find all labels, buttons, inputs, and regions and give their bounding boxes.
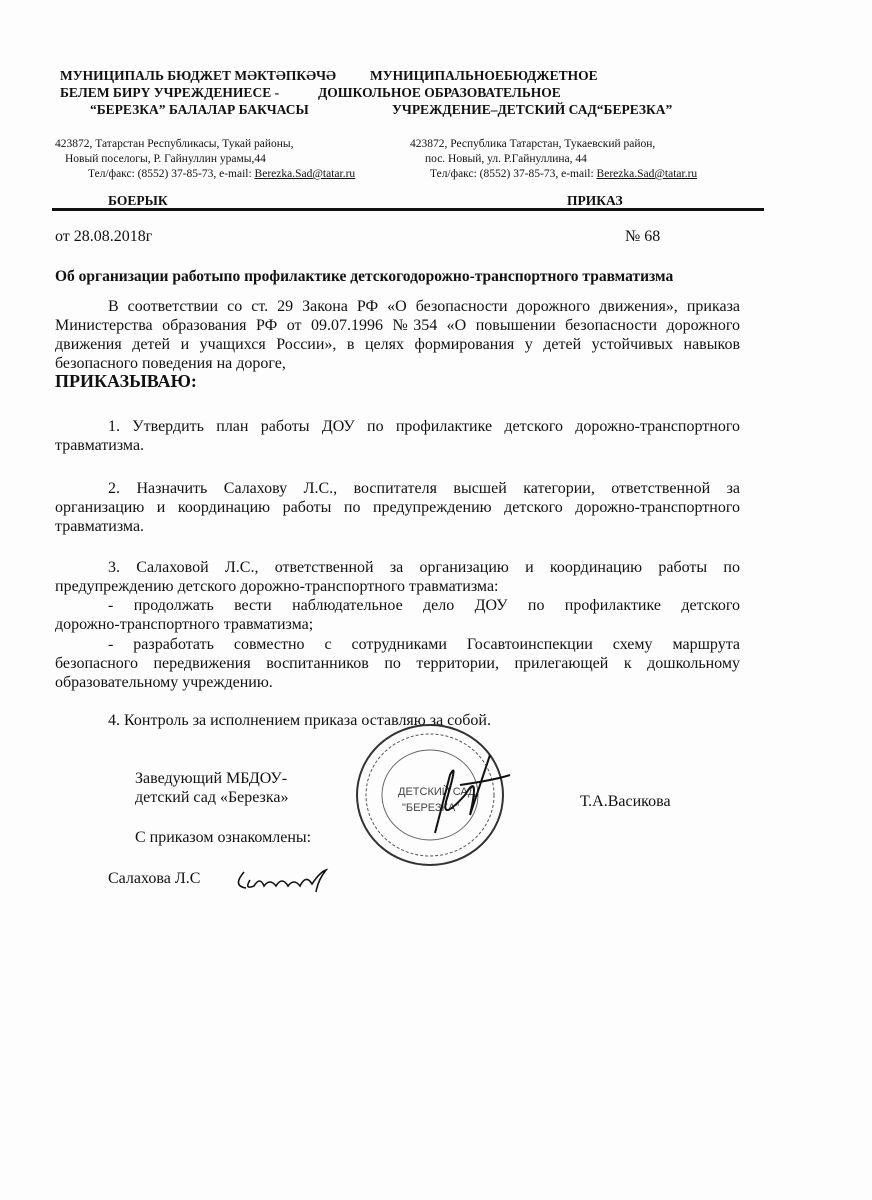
item-3-line: образовательному учреждению.	[55, 674, 273, 691]
address-right-3	[430, 167, 697, 182]
address-left-1: 423872, Татарстан Республикасы, Тукай районы,	[55, 138, 294, 150]
item-3-line: дорожно-транспортного травматизма;	[55, 616, 314, 633]
header-left-line3: “БЕРЕЗКА” БАЛАЛАР БАКЧАСЫ	[90, 102, 309, 117]
item-2-line: организацию и координацию работы по предупреждению детского дорожно-транспортного	[55, 499, 740, 516]
item-4-line: 4. Контроль за исполнением приказа оставляю за собой.	[108, 712, 491, 729]
phone-right: Тел/факс: (8552) 37-85-73, e-mail:	[430, 168, 597, 180]
doc-type-tatar: БОЕРЫК	[108, 193, 168, 208]
preamble-line: безопасного поведения на дороге,	[55, 355, 286, 372]
item-3-line: - продолжать вести наблюдательное дело ДОУ по профилактике детского	[108, 597, 740, 614]
order-word: ПРИКАЗЫВАЮ:	[55, 371, 197, 391]
address-right-2: пос. Новый, ул. Р.Гайнуллина, 44	[425, 153, 587, 165]
item-3-line: - разработать совместно с сотрудниками Госавтоинспекции схему маршрута	[108, 636, 740, 653]
acknowledged-name: Салахова Л.С	[108, 870, 201, 887]
header-divider	[52, 208, 764, 211]
header-right-line1: МУНИЦИПАЛЬНОЕБЮДЖЕТНОЕ	[370, 68, 598, 83]
address-right-1: 423872, Республика Татарстан, Тукаевский район,	[410, 138, 656, 150]
order-date: от 28.08.2018г	[55, 228, 153, 245]
employee-signature	[232, 866, 332, 896]
preamble-line: Министерства образования РФ от 09.07.1996 №354 «О повышении безопасности дорожного	[55, 317, 740, 334]
address-left-3	[88, 167, 355, 182]
item-3-line: предупреждению детского дорожно-транспортного травматизма:	[55, 578, 499, 595]
phone-left: Тел/факс: (8552) 37-85-73, e-mail:	[88, 168, 255, 180]
signatory-position: детский сад «Березка»	[135, 789, 289, 806]
item-1-line: 1. Утвердить план работы ДОУ по профилактике детского дорожно-транспортного	[108, 418, 740, 435]
svg-text:ДЕТСКИЙ САД: ДЕТСКИЙ САД	[398, 786, 476, 798]
signatory-name: Т.А.Васикова	[580, 793, 671, 810]
item-1-line: травматизма.	[55, 437, 145, 454]
item-3-line: 3. Салаховой Л.С., ответственной за организацию и координацию работы по	[108, 559, 740, 576]
header-right-line2: ДОШКОЛЬНОЕ ОБРАЗОВАТЕЛЬНОЕ	[318, 85, 561, 100]
svg-text:"БЕРЕЗКА": "БЕРЕЗКА"	[402, 802, 460, 814]
doc-type-russian: ПРИКАЗ	[567, 193, 623, 208]
signatory-position: Заведующий МБДОУ-	[135, 770, 288, 787]
official-stamp	[340, 715, 540, 875]
item-3-line: безопасного передвижения воспитанников по территории, прилегающей к дошкольному	[55, 655, 740, 672]
header-left-line1: МУНИЦИПАЛЬ БЮДЖЕТ МӘКТӘПКӘЧӘ	[60, 68, 337, 83]
item-2-line: травматизма.	[55, 518, 145, 535]
preamble-line: В соответствии со ст. 29 Закона РФ «О безопасности дорожного движения», приказа	[108, 298, 740, 315]
header-left-line2: БЕЛЕМ БИРҮ УЧРЕЖДЕНИЕСЕ -	[60, 85, 280, 100]
email-link-left[interactable]: Berezka.Sad@tatar.ru	[254, 168, 356, 180]
item-2-line: 2. Назначить Салахову Л.С., воспитателя высшей категории, ответственной за	[108, 480, 740, 497]
header-right-line3: УЧРЕЖДЕНИЕ–ДЕТСКИЙ САД“БЕРЕЗКА”	[392, 102, 673, 117]
address-left-2: Новый поселогы, Р. Гайнуллин урамы,44	[65, 153, 266, 165]
order-number: № 68	[625, 228, 661, 245]
acknowledged-label: С приказом ознакомлены:	[135, 829, 312, 846]
email-link-right[interactable]: Berezka.Sad@tatar.ru	[596, 168, 698, 180]
order-title: Об организации работыпо профилактике детскогодорожно-транспортного травматизма	[55, 268, 674, 285]
preamble-line: движения детей и учащихся России», в целях формирования у детей устойчивых навыков	[55, 336, 740, 353]
